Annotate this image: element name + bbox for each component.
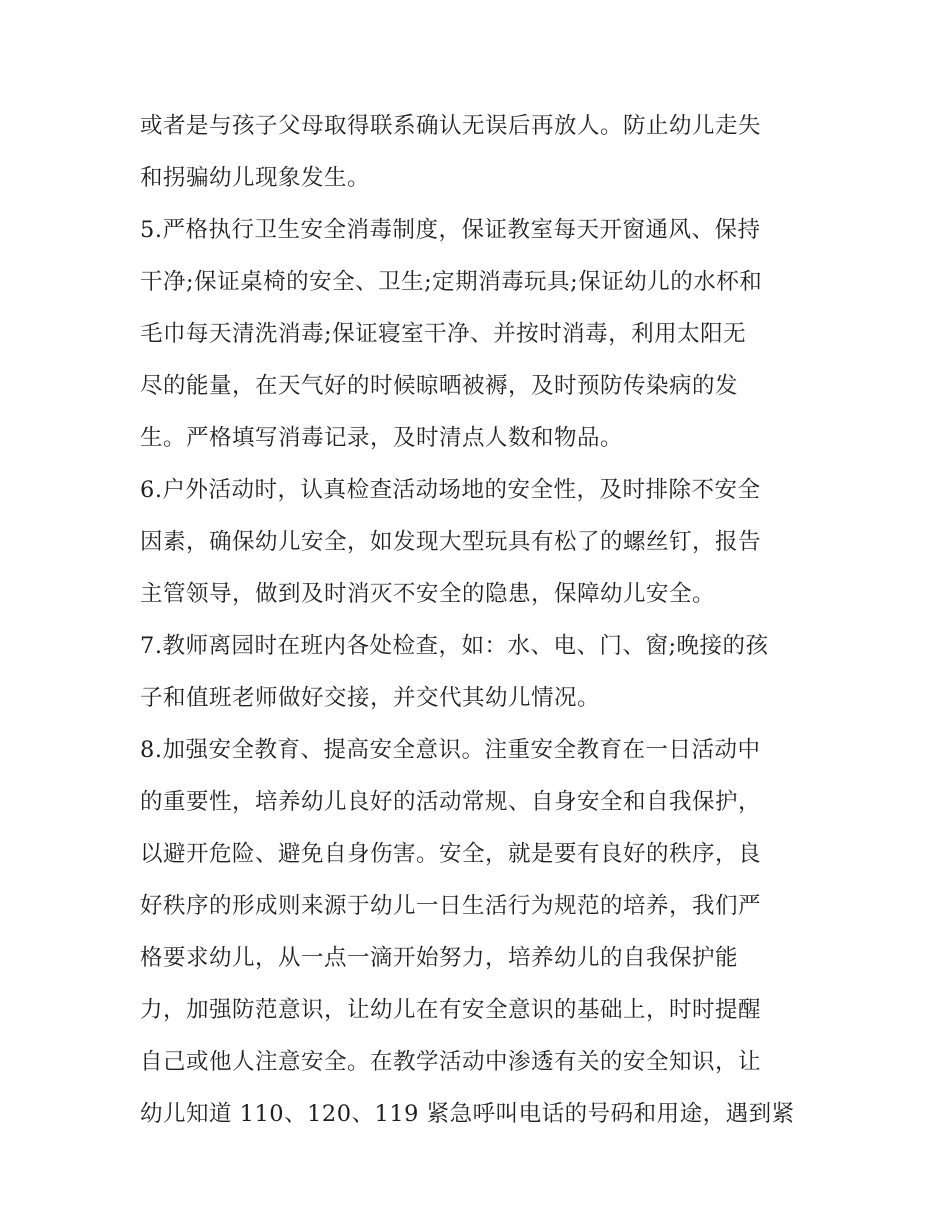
text-line-12: 子和值班老师做好交接，并交代其幼儿情况。 [140, 685, 601, 711]
text-line-13: 8.加强安全教育、提高安全意识。注重安全教育在一日活动中 [140, 737, 761, 763]
text-line-18: 力，加强防范意识，让幼儿在有安全意识的基础上，时时提醒 [140, 997, 762, 1023]
text-line-11: 7.教师离园时在班内各处检查，如：水、电、门、窗;晚接的孩 [140, 633, 769, 659]
text-line-14: 的重要性，培养幼儿良好的活动常规、自身安全和自我保护， [140, 789, 762, 815]
text-line-17: 格要求幼儿，从一点一滴开始努力，培养幼儿的自我保护能 [140, 945, 739, 971]
text-line-4: 干净;保证桌椅的安全、卫生;定期消毒玩具;保证幼儿的水杯和 [140, 269, 763, 295]
text-line-9: 因素，确保幼儿安全，如发现大型玩具有松了的螺丝钉，报告 [140, 529, 762, 555]
document-body [140, 100, 820, 1140]
text-line-20: 幼儿知道 110、120、119 紧急呼叫电话的号码和用途，遇到紧 [140, 1101, 795, 1127]
text-line-6: 尽的能量，在天气好的时候晾晒被褥，及时预防传染病的发 [140, 373, 739, 399]
text-line-5: 毛巾每天清洗消毒;保证寝室干净、并按时消毒，利用太阳无 [140, 321, 747, 347]
text-line-7: 生。严格填写消毒记录，及时清点人数和物品。 [140, 425, 624, 451]
text-line-8: 6.户外活动时，认真检查活动场地的安全性，及时排除不安全 [140, 477, 761, 503]
text-line-2: 和拐骗幼儿现象发生。 [140, 165, 371, 191]
text-line-3: 5.严格执行卫生安全消毒制度，保证教室每天开窗通风、保持 [140, 217, 761, 243]
text-line-1: 或者是与孩子父母取得联系确认无误后再放人。防止幼儿走失 [140, 113, 762, 139]
text-line-19: 自己或他人注意安全。在教学活动中渗透有关的安全知识，让 [140, 1049, 762, 1075]
text-line-10: 主管领导，做到及时消灭不安全的隐患，保障幼儿安全。 [140, 581, 716, 607]
text-line-15: 以避开危险、避免自身伤害。安全，就是要有良好的秩序，良 [140, 841, 762, 867]
text-line-16: 好秩序的形成则来源于幼儿一日生活行为规范的培养，我们严 [140, 893, 762, 919]
